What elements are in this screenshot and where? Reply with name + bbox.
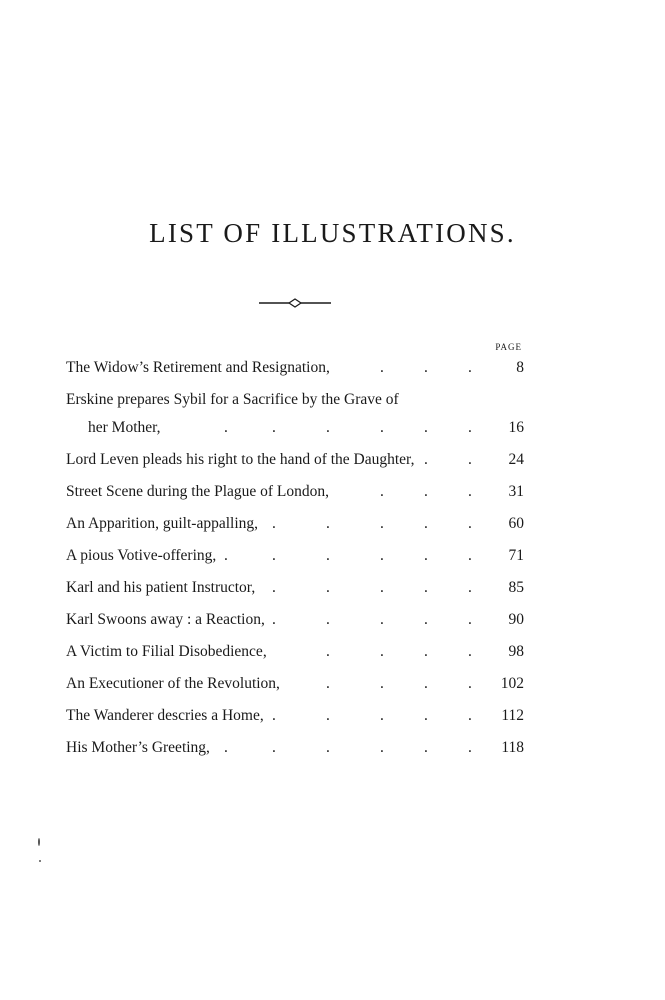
page-blemish bbox=[39, 860, 41, 862]
page-number: 85 bbox=[508, 579, 524, 596]
illustration-title: Karl and his patient Instructor, bbox=[66, 579, 256, 596]
page-number: 90 bbox=[508, 611, 524, 628]
illustration-title: The Wanderer descries a Home, bbox=[66, 707, 264, 724]
dot-leader: . . . . . . bbox=[224, 547, 472, 564]
dot-leader: . . . . . bbox=[272, 515, 472, 532]
dot-leader: . . . . bbox=[326, 643, 472, 660]
page-number: 24 bbox=[508, 451, 524, 468]
dot-leader: . . . . . bbox=[272, 707, 472, 724]
illustration-title: His Mother’s Greeting, bbox=[66, 739, 210, 756]
page-number: 71 bbox=[508, 547, 524, 564]
page-blemish bbox=[38, 838, 40, 846]
illustration-title-continued: her Mother, bbox=[88, 419, 161, 436]
page-title: LIST OF ILLUSTRATIONS. bbox=[149, 218, 516, 248]
dot-leader: . . . . bbox=[326, 675, 472, 692]
illustration-title: Street Scene during the Plague of London, bbox=[66, 483, 330, 500]
page-number: 31 bbox=[508, 483, 524, 500]
dot-leader: . . . bbox=[380, 483, 472, 500]
illustration-title: Erskine prepares Sybil for a Sacrifice by the Grave of bbox=[66, 391, 399, 408]
page-column-header: PAGE bbox=[495, 342, 522, 352]
page-number: 112 bbox=[501, 707, 524, 724]
illustration-title: An Executioner of the Revolution, bbox=[66, 675, 280, 692]
illustration-title: An Apparition, guilt-appalling, bbox=[66, 515, 259, 532]
dot-leader: . . . . . bbox=[272, 611, 472, 628]
dot-leader: . . . . . . bbox=[224, 739, 472, 756]
page-number: 60 bbox=[508, 515, 524, 532]
illustration-title: A Victim to Filial Disobedience, bbox=[66, 643, 267, 660]
page-number: 98 bbox=[508, 643, 524, 660]
page-number: 16 bbox=[508, 419, 524, 436]
page-number: 118 bbox=[501, 739, 524, 756]
page-number: 8 bbox=[516, 359, 524, 376]
dot-leader: . . . . . bbox=[272, 579, 472, 596]
illustration-title: The Widow’s Retirement and Resignation, bbox=[66, 359, 330, 376]
diamond-rule-ornament bbox=[259, 296, 331, 310]
dot-leader: . . . . . . bbox=[224, 419, 472, 436]
dot-leader: . . bbox=[424, 451, 472, 468]
dot-leader: . . . bbox=[380, 359, 472, 376]
illustration-title: Karl Swoons away : a Reaction, bbox=[66, 611, 265, 628]
illustration-title: Lord Leven pleads his right to the hand of the Daughter, bbox=[66, 451, 415, 468]
page-number: 102 bbox=[500, 675, 524, 692]
illustration-title: A pious Votive-offering, bbox=[66, 547, 217, 564]
